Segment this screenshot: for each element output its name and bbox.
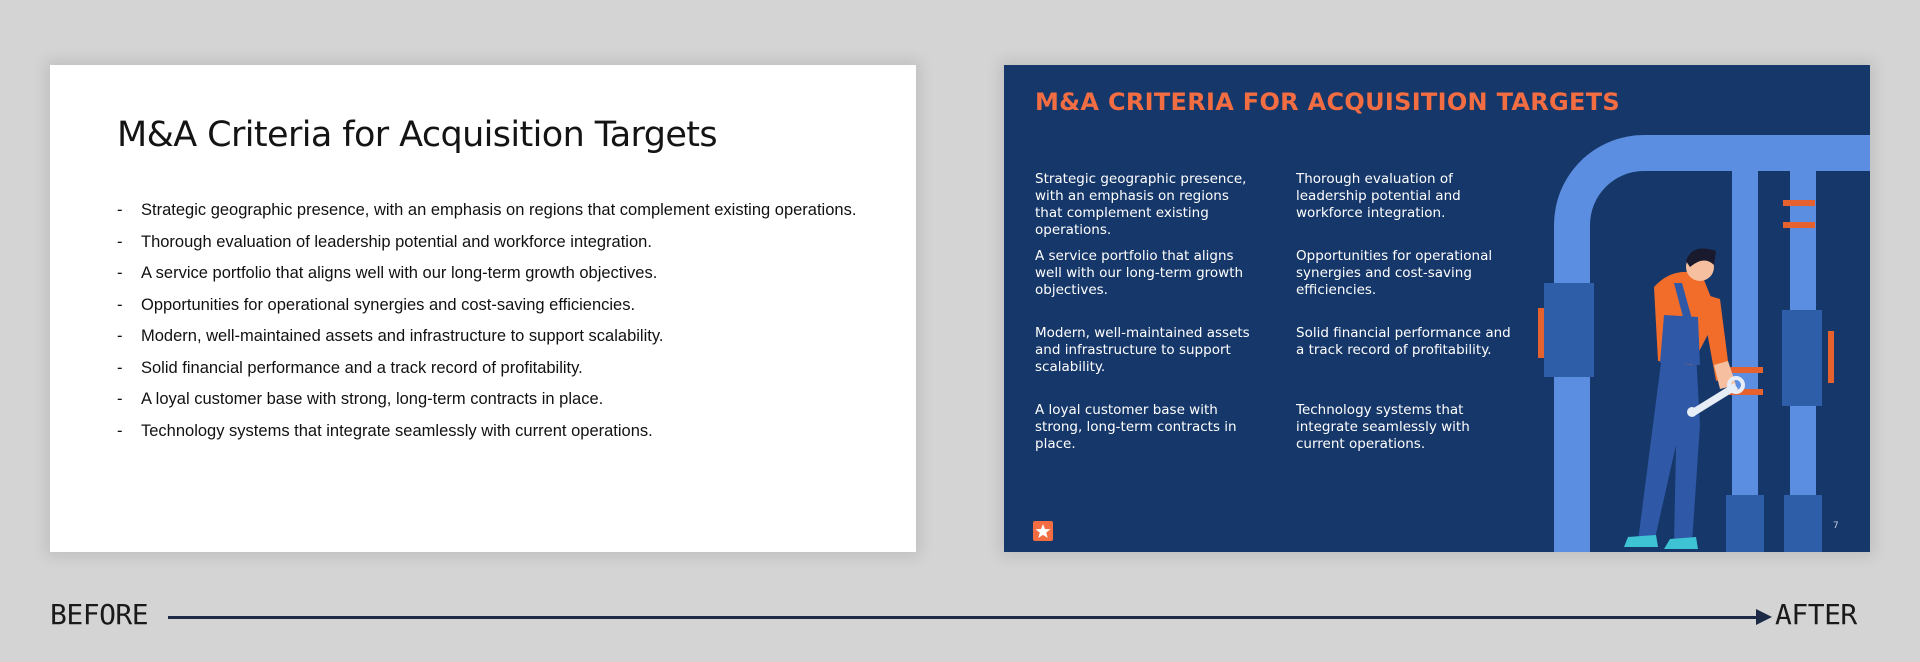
bullet-text: Strategic geographic presence, with an emphasis on regions that complement existing operations. bbox=[141, 201, 857, 219]
before-slide-title: M&A Criteria for Acquisition Targets bbox=[117, 115, 718, 155]
plumber-illustration bbox=[1524, 65, 1870, 552]
bullet-marker: - bbox=[117, 232, 123, 251]
bullet-text: Modern, well-maintained assets and infrastructure to support scalability. bbox=[141, 327, 664, 345]
criteria-item: A loyal customer base with strong, long-term contracts in place. bbox=[1035, 402, 1237, 452]
criteria-item: Strategic geographic presence, with an emphasis on regions that complement existing operations. bbox=[1035, 171, 1247, 238]
bullet-item bbox=[117, 200, 856, 232]
after-slide-title: M&A CRITERIA FOR ACQUISITION TARGETS bbox=[1035, 88, 1620, 116]
criteria-item: Thorough evaluation of leadership potential and workforce integration. bbox=[1296, 171, 1461, 221]
bullet-marker: - bbox=[117, 264, 123, 282]
bullet-text: Solid financial performance and a track record of profitability. bbox=[141, 358, 583, 377]
after-slide bbox=[1004, 65, 1870, 552]
before-slide bbox=[50, 65, 916, 552]
bullet-marker: - bbox=[117, 327, 123, 345]
star-logo-icon bbox=[1033, 521, 1053, 541]
criteria-item: Opportunities for operational synergies and cost-saving efficiencies. bbox=[1296, 248, 1493, 298]
bullet-item bbox=[117, 421, 856, 453]
criteria-item: A service portfolio that aligns well with our long-term growth objectives. bbox=[1035, 248, 1244, 298]
before-label: BEFORE bbox=[50, 598, 149, 631]
criteria-item: Modern, well-maintained assets and infrastructure to support scalability. bbox=[1035, 325, 1250, 375]
bullet-item bbox=[117, 358, 856, 390]
page-number: 7 bbox=[1833, 521, 1839, 531]
after-label: AFTER bbox=[1775, 598, 1857, 631]
bullet-item bbox=[117, 232, 856, 264]
criteria-item: Technology systems that integrate seamlessly with current operations. bbox=[1296, 402, 1470, 452]
bullet-marker: - bbox=[117, 295, 123, 314]
bullet-marker: - bbox=[117, 201, 123, 219]
bullet-text: Thorough evaluation of leadership potential and workforce integration. bbox=[141, 232, 652, 251]
bullet-text: Technology systems that integrate seamlessly with current operations. bbox=[141, 421, 653, 440]
bullet-text: A service portfolio that aligns well with our long-term growth objectives. bbox=[141, 264, 658, 282]
before-bullet-list bbox=[117, 200, 856, 452]
bullet-item bbox=[117, 389, 856, 421]
bullet-marker: - bbox=[117, 390, 123, 408]
after-criteria-grid bbox=[1035, 171, 1535, 479]
bullet-marker: - bbox=[117, 421, 123, 440]
bullet-item bbox=[117, 263, 856, 295]
bullet-marker: - bbox=[117, 358, 123, 377]
bullet-item bbox=[117, 295, 856, 327]
bullet-text: Opportunities for operational synergies and cost-saving efficiencies. bbox=[141, 295, 636, 314]
bullet-text: A loyal customer base with strong, long-term contracts in place. bbox=[141, 390, 604, 408]
arrow-line bbox=[168, 616, 1766, 619]
bullet-item bbox=[117, 326, 856, 358]
arrow-head-icon bbox=[1756, 609, 1772, 625]
criteria-item: Solid financial performance and a track record of profitability. bbox=[1296, 325, 1511, 358]
